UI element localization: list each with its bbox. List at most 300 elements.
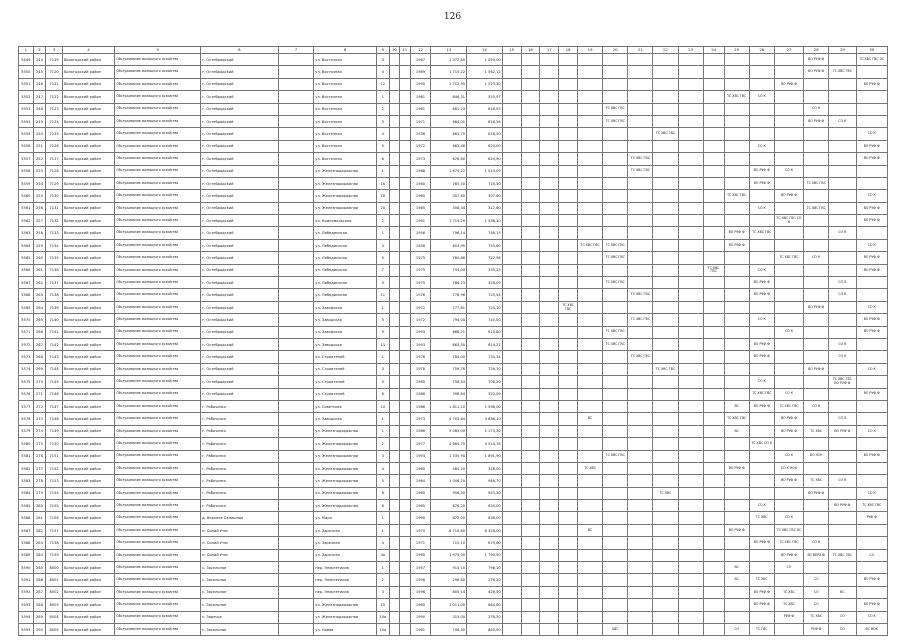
table-cell [389,264,399,276]
table-cell [389,487,399,499]
table-cell [278,277,314,289]
table-cell [804,562,829,574]
table-cell [559,512,578,524]
table-cell: г. Остебрадский [201,190,278,202]
table-cell [389,524,399,536]
table-cell [578,500,603,512]
table-cell [400,425,410,437]
table-cell: 275 [33,438,46,450]
table-cell [578,128,603,140]
table-cell: г. Остебрадский [201,165,278,177]
table-cell: ул. Лебединская [314,252,377,264]
table-cell [521,277,540,289]
table-cell [603,462,628,474]
table-cell: 270 [33,376,46,388]
table-cell: 778,96 [431,289,467,301]
table-cell [653,450,678,462]
table-row [19,462,888,474]
table-row [19,153,888,165]
table-cell [559,562,578,574]
table-cell [804,289,829,301]
table-cell: 946,70 [467,475,503,487]
table-cell: 1 [377,512,390,524]
table-cell [400,512,410,524]
table-cell [703,252,724,264]
table-cell: 279 [33,487,46,499]
table-cell [703,140,724,152]
table-cell: 5582 [19,462,34,474]
table-cell [578,277,603,289]
table-cell [653,549,678,561]
table-cell [559,487,578,499]
table-cell: СО К [856,363,888,375]
table-cell [703,314,724,326]
table-cell: ТС ХВС ГВС [603,326,628,338]
table-cell: 5565 [19,252,34,264]
table-cell [829,91,856,103]
table-cell: Обслуживание жилищного хозяйства [115,66,201,78]
table-cell: 4 [377,66,390,78]
table-cell: Вологодский район [62,301,114,313]
table-cell [540,252,559,264]
table-cell [653,623,678,635]
table-cell: СО К [804,400,829,412]
table-cell: пер. Энергетиков [314,562,377,574]
table-cell [540,66,559,78]
table-cell [278,128,314,140]
table-cell: ТС ХВС ГВС [628,165,653,177]
table-cell [653,239,678,251]
table-cell: 663,46 [431,140,467,152]
table-cell [389,66,399,78]
table-cell: 1956 [410,239,431,251]
table-cell [540,438,559,450]
table-cell: ВС [724,574,749,586]
table-cell [521,54,540,66]
table-cell: 5589 [19,549,34,561]
table-cell [603,413,628,425]
table-cell [400,78,410,90]
table-cell [603,54,628,66]
table-cell: 6 [377,487,390,499]
table-cell: 620,00 [467,140,503,152]
table-cell [628,599,653,611]
table-cell: 1 008,20 [431,475,467,487]
table-cell: РУФ Ф [804,623,829,635]
table-cell [559,91,578,103]
table-cell [678,549,703,561]
table-cell: Обслуживание жилищного хозяйства [115,549,201,561]
table-cell [774,202,803,214]
table-cell: ТС ХВС ГВС [829,549,856,561]
table-cell: Вологодский район [62,400,114,412]
table-cell [724,215,749,227]
table-cell: г. Остебрадский [201,351,278,363]
table-cell [628,574,653,586]
table-cell: ВО РУФ Ф [749,537,774,549]
table-cell [653,462,678,474]
table-cell [502,586,521,598]
table-cell [578,252,603,264]
table-cell: ВС [578,413,603,425]
table-cell: 5549 [19,54,34,66]
table-cell [603,66,628,78]
table-cell [603,425,628,437]
table-cell: 5564 [19,239,34,251]
table-cell [856,177,888,189]
table-cell [521,301,540,313]
table-cell: п. Синий Утес [201,549,278,561]
table-cell [400,54,410,66]
table-cell: Вологодский район [62,425,114,437]
table-cell [703,487,724,499]
table-cell [603,586,628,598]
table-cell [389,611,399,623]
table-cell: 672,00 [431,512,467,524]
table-cell: Обслуживание жилищного хозяйства [115,599,201,611]
table-cell [856,165,888,177]
table-cell: п. Синий Утес [201,524,278,536]
table-cell: 318,00 [467,462,503,474]
table-cell [540,363,559,375]
table-cell [829,165,856,177]
table-cell [653,103,678,115]
table-cell: г. Остебрадский [201,277,278,289]
table-cell: ВО РУФ Ф [856,450,888,462]
column-number-row [19,47,888,54]
table-cell: 8002 [46,586,63,598]
table-cell [540,537,559,549]
table-cell: 725,60 [467,239,503,251]
table-cell: 1996 [410,586,431,598]
table-cell [703,338,724,350]
column-number: 13 [431,47,467,54]
table-cell: 5569 [19,301,34,313]
table-cell: ВС [578,524,603,536]
table-cell: ВО РУФ Ф [749,400,774,412]
table-cell [653,264,678,276]
table-cell [578,599,603,611]
table-cell [774,239,803,251]
table-cell [678,165,703,177]
table-cell [603,599,628,611]
table-cell [540,487,559,499]
table-cell: Вологодский район [62,115,114,127]
table-cell [678,54,703,66]
table-cell [804,326,829,338]
table-cell: Вологодский район [62,413,114,425]
table-cell [278,215,314,227]
table-cell [400,586,410,598]
table-cell [653,500,678,512]
table-cell: 784,86 [431,252,467,264]
table-cell: 1965 [410,549,431,561]
table-cell [653,140,678,152]
table-cell: ВО РУФ Ф [804,363,829,375]
table-cell [856,524,888,536]
table-cell [603,487,628,499]
table-cell [559,574,578,586]
table-cell [400,400,410,412]
table-cell: 715,10 [431,537,467,549]
table-cell [400,190,410,202]
table-cell: 278,30 [467,611,503,623]
table-cell [724,351,749,363]
table-cell [774,54,803,66]
table-row [19,500,888,512]
table-cell [804,91,829,103]
table-cell: ВО РУФ Ф [724,227,749,239]
table-cell: 675,60 [467,537,503,549]
table-cell [603,153,628,165]
table-cell [774,128,803,140]
table-cell: 663,70 [431,128,467,140]
table-cell [278,103,314,115]
table-cell: 280 [33,500,46,512]
table-cell: 5593 [19,599,34,611]
table-cell [389,500,399,512]
table-cell [724,376,749,388]
table-cell [804,524,829,536]
table-cell: 320,09 [467,388,503,400]
table-cell: ул. Лебединская [314,239,377,251]
table-cell: 2 [377,438,390,450]
table-cell: Вологодский район [62,277,114,289]
table-cell: 1972 [410,314,431,326]
table-cell [724,500,749,512]
table-row [19,425,888,437]
table-cell [653,66,678,78]
table-cell: пер. Энергетиков [314,574,377,586]
table-cell: г. Остебрадский [201,103,278,115]
table-cell [559,450,578,462]
table-cell [653,54,678,66]
table-cell [829,512,856,524]
table-cell: 357,60 [431,190,467,202]
table-cell [749,128,774,140]
table-cell: ТС ХВС [749,512,774,524]
table-cell: г. Рабочинск [201,450,278,462]
table-cell: 16 [377,177,390,189]
table-cell: 1965 [410,462,431,474]
table-cell [653,289,678,301]
table-cell: г. Рабочинск [201,413,278,425]
table-cell: 5574 [19,363,34,375]
table-cell: 7155 [46,500,63,512]
table-cell: 1 538,10 [467,215,503,227]
table-cell: Обслуживание жилищного хозяйства [115,338,201,350]
table-row [19,140,888,152]
table-cell: СО К [774,165,803,177]
table-cell: Обслуживание жилищного хозяйства [115,289,201,301]
table-cell: 315,00 [431,611,467,623]
table-cell: ул. Железнодорожная [314,462,377,474]
table-cell [856,351,888,363]
table-cell: 614,27 [467,338,503,350]
table-cell [278,264,314,276]
table-cell [678,475,703,487]
table-row [19,264,888,276]
table-cell: ТС ХВС ГВС [603,103,628,115]
table-cell [278,54,314,66]
table-cell: 7151 [46,450,63,462]
table-cell: ТС ХВС ГВС [603,115,628,127]
table-cell [278,462,314,474]
table-cell [278,78,314,90]
table-cell [540,562,559,574]
table-cell: 5586 [19,512,34,524]
table-cell: г. Рабочинск [201,475,278,487]
table-cell [724,599,749,611]
table-cell: ул. Восточная [314,140,377,152]
table-cell: ул. Восточная [314,103,377,115]
table-cell [400,475,410,487]
table-cell [540,400,559,412]
table-cell [578,512,603,524]
table-cell: Вологодский район [62,475,114,487]
table-cell [502,153,521,165]
table-cell [628,475,653,487]
table-cell [278,512,314,524]
table-cell [628,227,653,239]
table-cell [278,140,314,152]
table-cell [603,549,628,561]
column-number: 24 [703,47,724,54]
table-cell: 307,60 [467,190,503,202]
table-cell: ТС ХВС ГВС [856,500,888,512]
table-cell [502,215,521,227]
table-cell [628,562,653,574]
table-cell: 10а [377,611,390,623]
table-cell [774,363,803,375]
table-cell: 3 636,10 [467,413,503,425]
table-cell [578,190,603,202]
table-cell: 284 [33,549,46,561]
table-cell: 618,56 [467,115,503,127]
table-cell [724,103,749,115]
table-cell [724,487,749,499]
table-cell: ВС ВОК [856,623,888,635]
table-cell: г. Остебрадский [201,54,278,66]
table-cell: СО К [749,376,774,388]
table-cell [521,524,540,536]
table-cell [559,438,578,450]
table-cell [400,314,410,326]
table-cell [389,301,399,313]
table-cell [502,165,521,177]
table-cell: СО К [804,103,829,115]
table-cell [804,215,829,227]
table-cell [559,264,578,276]
table-cell: 1936 [410,128,431,140]
table-cell [540,586,559,598]
table-cell: СО К [804,537,829,549]
table-cell: Вологодский район [62,450,114,462]
table-cell [559,140,578,152]
table-cell [400,537,410,549]
table-cell [389,512,399,524]
table-cell [502,413,521,425]
table-cell [653,91,678,103]
table-cell: 913,10 [431,562,467,574]
table-cell: Вологодский район [62,215,114,227]
table-cell: 706,30 [431,623,467,635]
table-cell [521,425,540,437]
table-cell [724,202,749,214]
table-cell: 283 [33,537,46,549]
table-cell [724,326,749,338]
table-cell [703,462,724,474]
table-cell: 18 [377,190,390,202]
table-cell: 244 [33,54,46,66]
table-cell [578,586,603,598]
table-cell [749,524,774,536]
table-cell: 7143 [46,351,63,363]
table-cell [724,140,749,152]
table-cell [628,215,653,227]
table-cell [278,326,314,338]
table-cell [389,190,399,202]
table-cell [603,190,628,202]
table-cell: ул. Восточная [314,128,377,140]
table-cell [703,376,724,388]
table-cell [578,54,603,66]
table-cell: 269 [33,363,46,375]
table-cell: 464,20 [431,462,467,474]
table-row [19,326,888,338]
table-cell [278,363,314,375]
table-cell: Обслуживание жилищного хозяйства [115,326,201,338]
table-cell: 7121 [46,78,63,90]
table-cell: 5590 [19,562,34,574]
table-cell: ВО РУФ Ф [856,153,888,165]
table-cell [804,462,829,474]
column-number: 7 [278,47,314,54]
table-cell: г. Рабочинск [201,487,278,499]
table-cell: 282 [33,524,46,536]
table-cell: 5557 [19,153,34,165]
table-cell: Обслуживание жилищного хозяйства [115,574,201,586]
table-cell [653,190,678,202]
table-row [19,301,888,313]
table-cell [578,611,603,623]
table-cell: 7138 [46,289,63,301]
table-cell [724,289,749,301]
table-cell [559,227,578,239]
table-cell [703,425,724,437]
table-cell [749,239,774,251]
table-cell: СО К [856,301,888,313]
table-cell: ВС [724,400,749,412]
table-cell [749,611,774,623]
table-cell [678,227,703,239]
table-cell: ул. Советская [314,400,377,412]
table-cell: с. Засельное [201,599,278,611]
table-cell: Обслуживание жилищного хозяйства [115,611,201,623]
table-cell [703,512,724,524]
table-cell [703,215,724,227]
table-cell [653,153,678,165]
table-cell [521,252,540,264]
table-cell: Обслуживание жилищного хозяйства [115,227,201,239]
table-cell: 7123 [46,103,63,115]
table-cell [578,562,603,574]
table-cell [521,574,540,586]
table-cell: СО К [804,252,829,264]
table-cell: 281 [33,512,46,524]
column-header [19,47,888,54]
table-cell: Вологодский район [62,574,114,586]
